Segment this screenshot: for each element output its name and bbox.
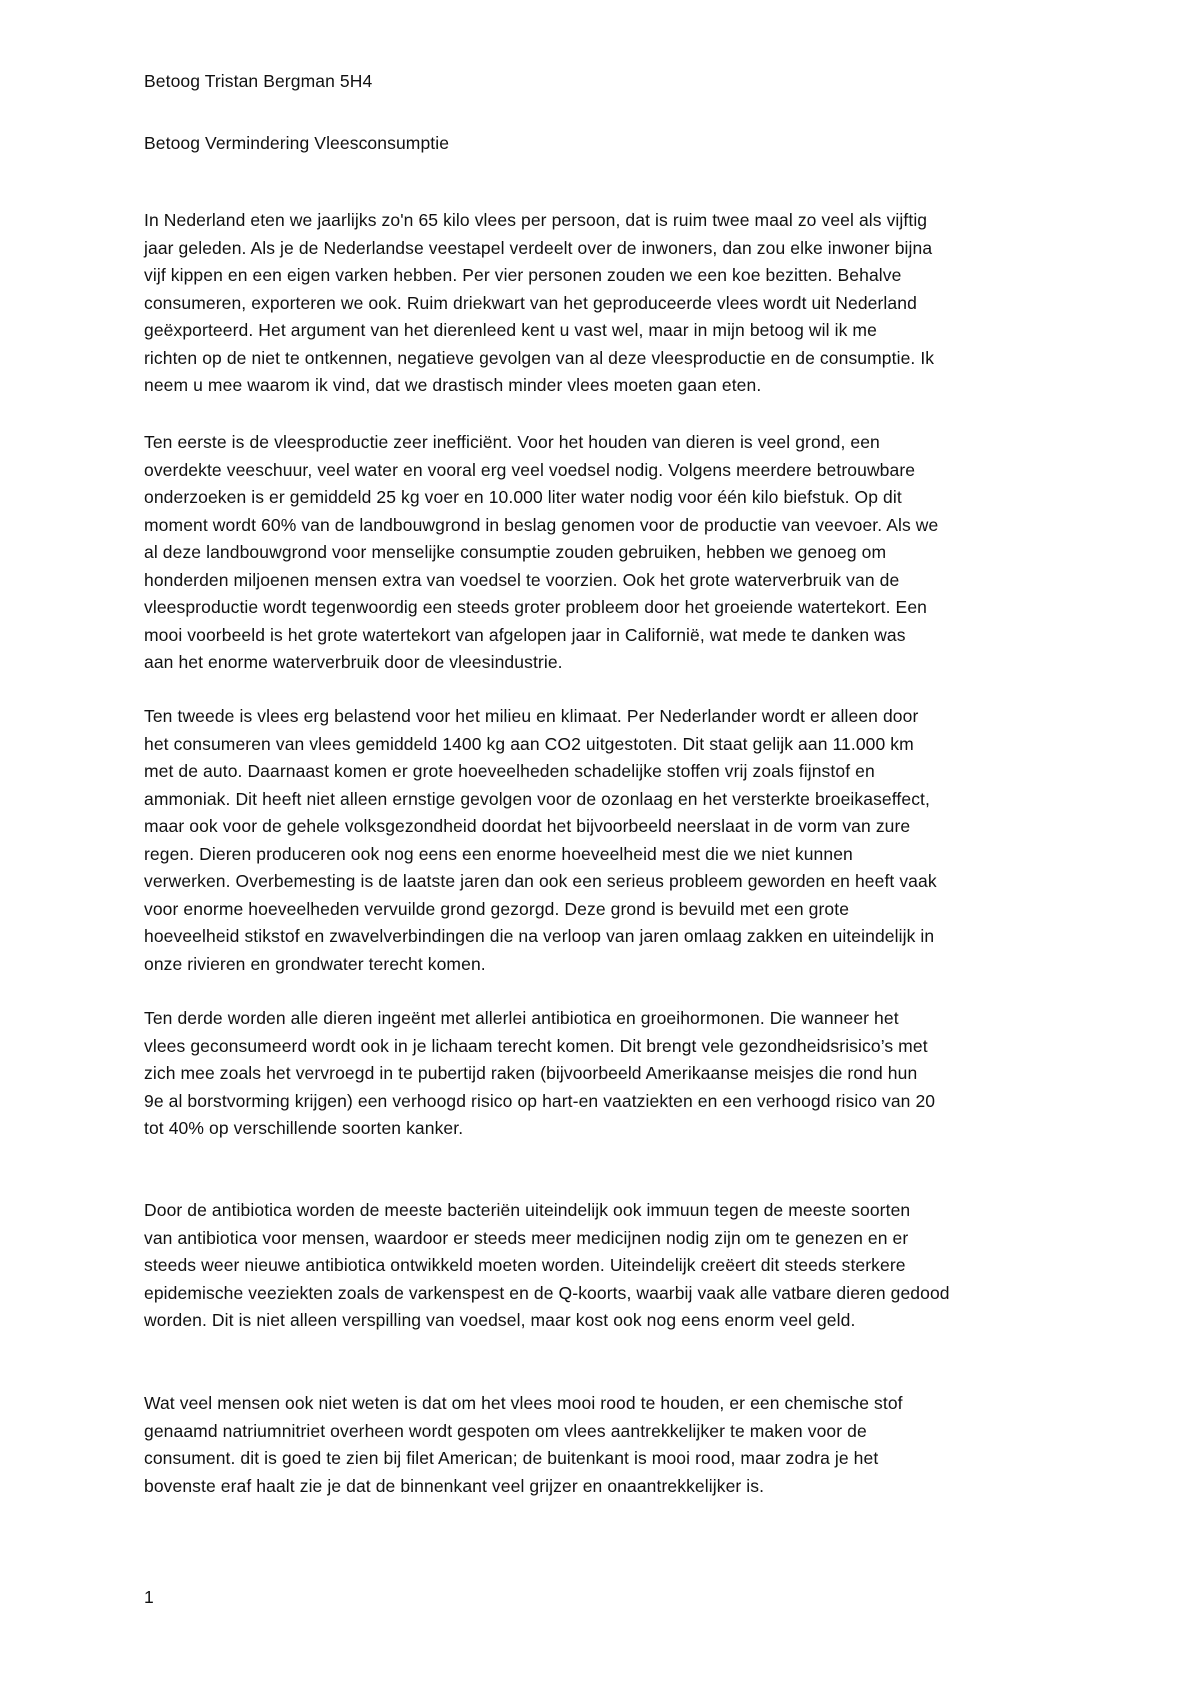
paragraph-line: jaar geleden. Als je de Nederlandse veestapel verdeelt over de inwoners, dan zou elke inwoner bijna (144, 237, 933, 258)
paragraph-nitrite (144, 1390, 1100, 1500)
paragraph-line: 9e al borstvorming krijgen) een verhoogd risico op hart-en vaatziekten en een verhoogd risico van 20 (144, 1090, 936, 1111)
page-number: 1 (144, 1587, 154, 1607)
paragraph-line: vlees geconsumeerd wordt ook in je lichaam terecht komen. Dit brengt vele gezondheidsrisico’s met (144, 1035, 928, 1056)
paragraph-line: ammoniak. Dit heeft niet alleen ernstige gevolgen voor de ozonlaag en het versterkte broeikaseffect, (144, 788, 930, 809)
title-text: Betoog Vermindering Vleesconsumptie (144, 133, 450, 153)
paragraph-third-argument (144, 1005, 1100, 1143)
paragraph-line: geëxporteerd. Het argument van het dierenleed kent u vast wel, maar in mijn betoog wil ik me (144, 320, 877, 340)
paragraph-line: honderden miljoenen mensen extra van voedsel te voorzien. Ook het grote waterverbruik van de (144, 569, 900, 590)
paragraph-line: maar ook voor de gehele volksgezondheid doordat het bijvoorbeeld neerslaat in de vorm van zure (144, 816, 911, 836)
document-title (144, 130, 1100, 158)
paragraph-line: voor enorme hoeveelheden vervuilde grond gezorgd. Deze grond is bevuild met een grote (144, 898, 850, 919)
paragraph-line: richten op de niet te ontkennen, negatieve gevolgen van al deze vleesproductie en de consumptie. Ik (144, 347, 935, 368)
paragraph-line: moment wordt 60% van de landbouwgrond in beslag genomen voor de productie van veevoer. Als we (144, 514, 939, 535)
paragraph-line: tot 40% op verschillende soorten kanker. (144, 1118, 464, 1138)
paragraph-line: aan het enorme waterverbruik door de vleesindustrie. (144, 652, 563, 672)
paragraph-line: Wat veel mensen ook niet weten is dat om het vlees mooi rood te houden, er een chemische stof (144, 1393, 903, 1413)
paragraph-line: onderzoeken is er gemiddeld 25 kg voer en 10.000 liter water nodig voor één kilo biefstuk. Op dit (144, 487, 902, 507)
paragraph-antibiotics (144, 1197, 1100, 1335)
paragraph-line: zich mee zoals het vervroegd in te pubertijd raken (bijvoorbeeld Amerikaanse meisjes die rond hun (144, 1063, 918, 1083)
paragraph-line: genaamd natriumnitriet overheen wordt gespoten om vlees aantrekkelijker te maken voor de (144, 1420, 867, 1441)
paragraph-line: het consumeren van vlees gemiddeld 1400 kg aan CO2 uitgestoten. Dit staat gelijk aan 11.000 km (144, 733, 914, 754)
paragraph-line: neem u mee waarom ik vind, dat we drastisch minder vlees moeten gaan eten. (144, 375, 762, 395)
paragraph-line: worden. Dit is niet alleen verspilling van voedsel, maar kost ook nog eens enorm veel geld. (144, 1310, 856, 1330)
author-line (144, 68, 1100, 96)
paragraph-first-argument (144, 429, 1100, 677)
paragraph-line: In Nederland eten we jaarlijks zo'n 65 kilo vlees per persoon, dat is ruim twee maal zo veel als vijftig (144, 210, 928, 230)
paragraph-second-argument (144, 703, 1100, 978)
paragraph-line: met de auto. Daarnaast komen er grote hoeveelheden schadelijke stoffen vrij zoals fijnstof en (144, 761, 875, 781)
paragraph-line: vijf kippen en een eigen varken hebben. Per vier personen zouden we een koe bezitten. Behalve (144, 265, 902, 285)
paragraph-line: onze rivieren en grondwater terecht komen. (144, 953, 486, 974)
paragraph-line: mooi voorbeeld is het grote watertekort van afgelopen jaar in Californië, wat mede te danken was (144, 624, 906, 645)
paragraph-line: van antibiotica voor mensen, waardoor er steeds meer medicijnen nodig zijn om te genezen en er (144, 1227, 909, 1248)
paragraph-line: al deze landbouwgrond voor menselijke consumptie zouden gebruiken, hebben we genoeg om (144, 542, 887, 562)
paragraph-line: bovenste eraf haalt zie je dat de binnenkant veel grijzer en onaantrekkelijker is. (144, 1475, 765, 1496)
paragraph-line: epidemische veeziekten zoals de varkenspest en de Q-koorts, waarbij vaak alle vatbare dieren gedood (144, 1282, 950, 1303)
paragraph-line: verwerken. Overbemesting is de laatste jaren dan ook een serieus probleem geworden en heeft vaak (144, 871, 937, 891)
paragraph-line: consumeren, exporteren we ook. Ruim driekwart van het geproduceerde vlees wordt uit Nederland (144, 292, 917, 313)
paragraph-line: Ten derde worden alle dieren ingeënt met allerlei antibiotica en groeihormonen. Die wanneer het (144, 1008, 899, 1028)
paragraph-line: Door de antibiotica worden de meeste bacteriën uiteindelijk ook immuun tegen de meeste soorten (144, 1200, 911, 1220)
paragraph-line: regen. Dieren produceren ook nog eens een enorme hoeveelheid mest die we niet kunnen (144, 843, 853, 864)
paragraph-line: Ten tweede is vlees erg belastend voor het milieu en klimaat. Per Nederlander wordt er alleen door (144, 706, 919, 726)
paragraph-line: steeds weer nieuwe antibiotica ontwikkeld moeten worden. Uiteindelijk creëert dit steeds sterkere (144, 1255, 906, 1275)
paragraph-line: vleesproductie wordt tegenwoordig een steeds groter probleem door het groeiende watertekort. Een (144, 597, 927, 617)
paragraph-line: Ten eerste is de vleesproductie zeer inefficiënt. Voor het houden van dieren is veel grond, een (144, 432, 880, 452)
paragraph-line: overdekte veeschuur, veel water en vooral erg veel voedsel nodig. Volgens meerdere betrouwbare (144, 459, 916, 480)
author-text: Betoog Tristan Bergman 5H4 (144, 71, 373, 91)
paragraph-intro (144, 207, 1100, 400)
paragraph-line: consument. dit is goed te zien bij filet American; de buitenkant is mooi rood, maar zodra je het (144, 1448, 879, 1468)
paragraph-line: hoeveelheid stikstof en zwavelverbindingen die na verloop van jaren omlaag zakken en uiteindelijk in (144, 926, 935, 946)
